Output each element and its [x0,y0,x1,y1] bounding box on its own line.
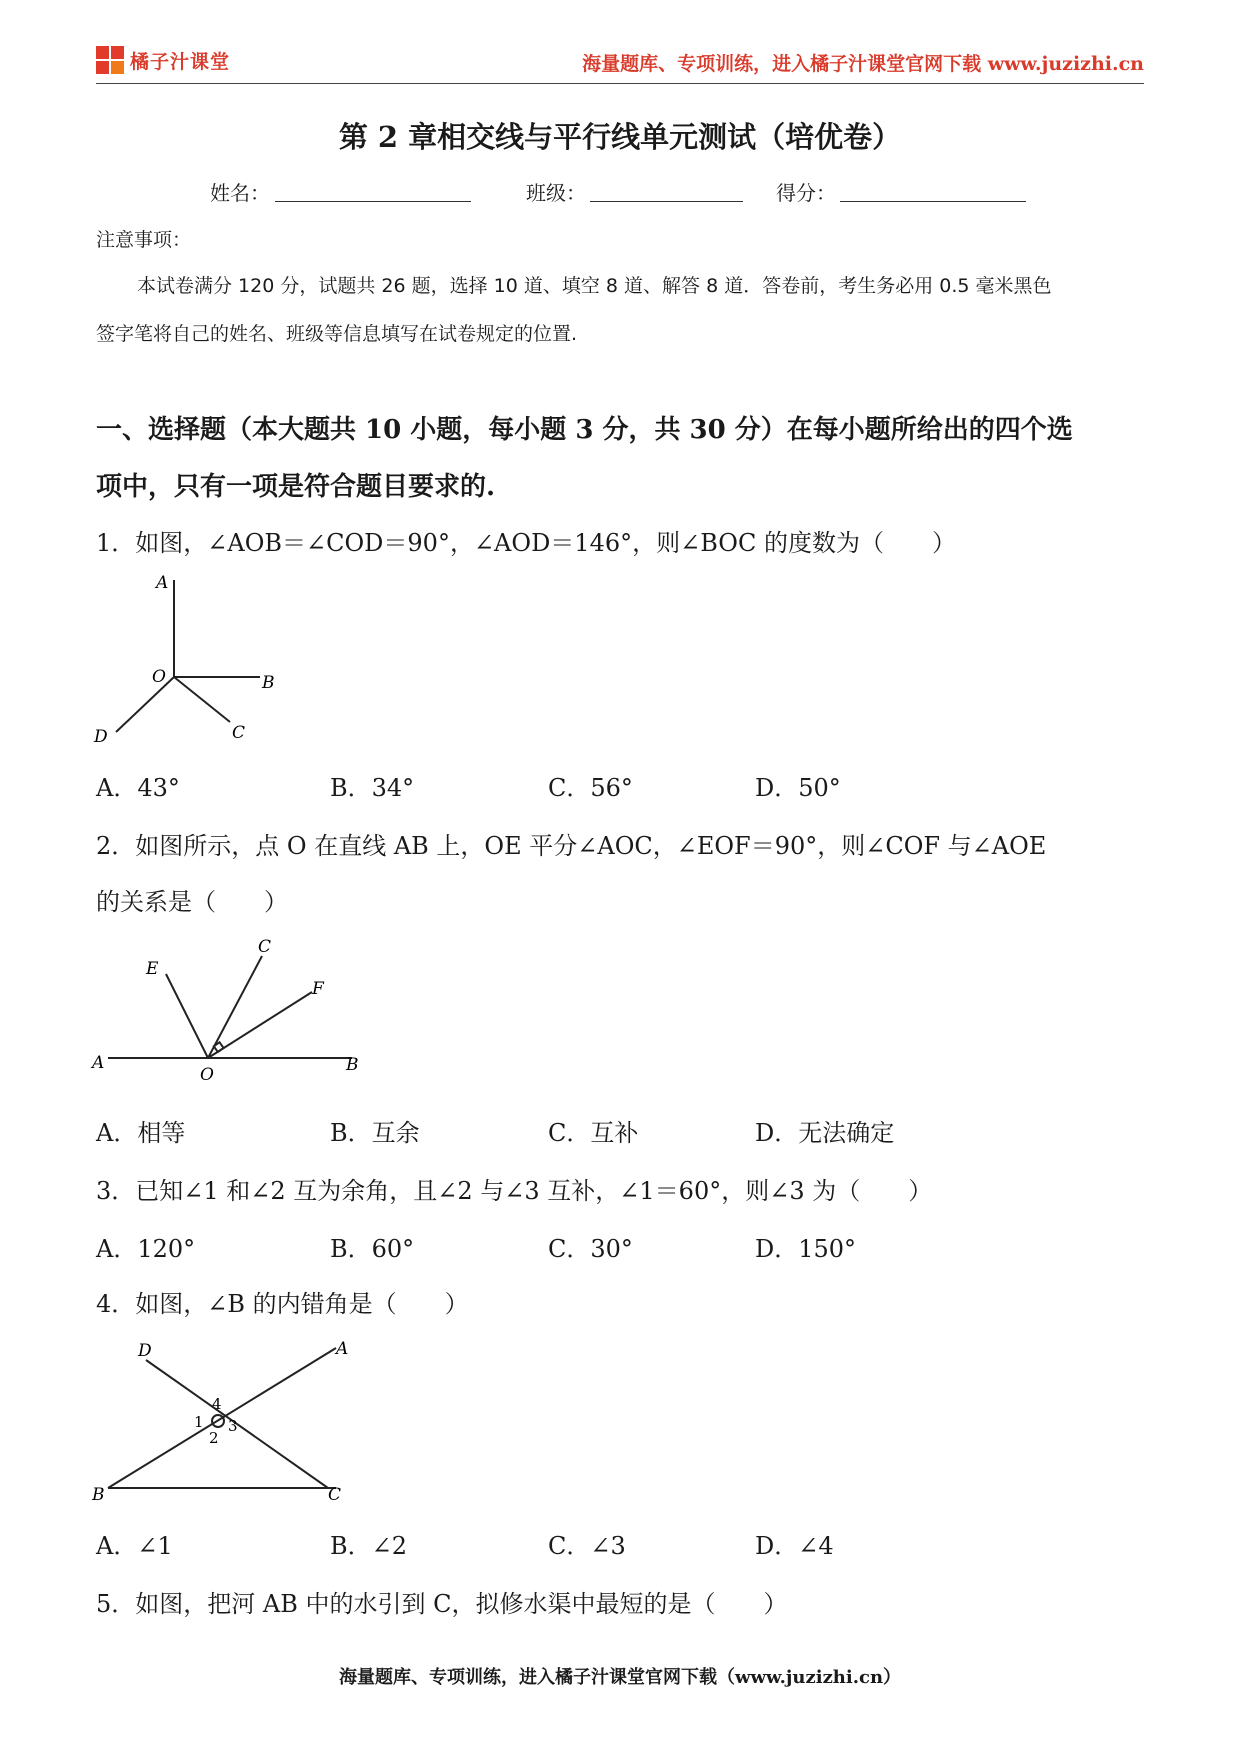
question-5-stem: 5．如图，把河 AB 中的水引到 C，拟修水渠中最短的是（ ） [96,1590,788,1618]
question-3-option-a[interactable]: A．120° [96,1235,196,1263]
fig1-label-a: A [156,573,169,593]
question-4-option-b[interactable]: B．∠2 [330,1532,408,1560]
question-3-option-d[interactable]: D．150° [755,1235,857,1263]
score-blank[interactable] [840,201,1026,202]
page-title: 第 2 章相交线与平行线单元测试（培优卷） [338,120,902,154]
question-2-option-d[interactable]: D．无法确定 [755,1119,895,1147]
section-heading-line-1: 一、选择题（本大题共 10 小题，每小题 3 分，共 30 分）在每小题所给出的四个选 [96,415,1073,445]
score-label: 得分： [776,181,836,205]
fig2-label-e: E [146,959,159,979]
question-1-option-b[interactable]: B．34° [330,774,415,802]
fig2-label-b: B [346,1055,359,1075]
class-label: 班级： [526,181,586,205]
question-3-option-c[interactable]: C．30° [548,1235,633,1263]
question-4-option-c[interactable]: C．∠3 [548,1532,626,1560]
fig4-label-1: 1 [194,1413,204,1431]
question-2-option-c[interactable]: C．互补 [548,1119,639,1147]
question-2-option-a[interactable]: A．相等 [96,1119,186,1147]
question-2-stem-line-1: 2．如图所示，点 O 在直线 AB 上，OE 平分∠AOC，∠EOF＝90°，则∠COF 与∠AOE [96,832,1047,860]
question-4-option-d[interactable]: D．∠4 [755,1532,834,1560]
footer-text[interactable]: 海量题库、专项训练，进入橘子汁课堂官网下载（www.juzizhi.cn） [338,1667,902,1688]
class-blank[interactable] [590,201,743,202]
question-4-stem: 4．如图，∠B 的内错角是（ ） [96,1290,469,1318]
fig4-label-d: D [138,1341,152,1361]
name-blank[interactable] [275,201,471,202]
section-heading-line-2: 项中，只有一项是符合题目要求的. [96,472,496,502]
fig2-label-f: F [312,979,324,999]
question-2-option-b[interactable]: B．互余 [330,1119,420,1147]
fig4-label-c: C [328,1485,342,1505]
question-1-option-c[interactable]: C．56° [548,774,633,802]
header-tagline[interactable]: 海量题库、专项训练，进入橘子汁课堂官网下载 www.juzizhi.cn [582,53,1144,75]
fig1-label-b: B [262,673,275,693]
name-label: 姓名： [210,181,270,205]
header-brand [96,46,230,74]
question-2-stem-line-2: 的关系是（ ） [96,888,288,916]
notes-line-2: 签字笔将自己的姓名、班级等信息填写在试卷规定的位置. [96,323,578,345]
question-4-option-a[interactable]: A．∠1 [96,1532,173,1560]
fig4-label-4: 4 [212,1395,222,1413]
brand-name: 橘子汁课堂 [130,50,231,73]
notes-line-1: 本试卷满分 120 分，试题共 26 题，选择 10 道、填空 8 道、解答 8 道．答卷前，考生务必用 0.5 毫米黑色 [137,275,1052,297]
fig4-label-b: B [92,1485,105,1505]
question-3-stem: 3．已知∠1 和∠2 互为余角，且∠2 与∠3 互补，∠1＝60°，则∠3 为（ ） [96,1177,933,1205]
fig2-label-o: O [200,1065,214,1085]
header-divider [96,83,1144,84]
fig4-label-2: 2 [209,1429,219,1447]
fig1-label-c: C [232,723,246,743]
question-3-option-b[interactable]: B．60° [330,1235,415,1263]
notes-heading: 注意事项： [96,229,192,251]
question-1-option-d[interactable]: D．50° [755,774,841,802]
fig4-label-3: 3 [228,1417,238,1435]
fig2-label-c: C [258,937,272,957]
question-1-stem: 1．如图，∠AOB＝∠COD＝90°，∠AOD＝146°，则∠BOC 的度数为（ ） [96,529,956,557]
question-2-figure [90,930,370,1090]
fig2-label-a: A [92,1053,105,1073]
question-1-figure [90,570,290,750]
logo-icon [96,46,124,74]
question-1-option-a[interactable]: A．43° [96,774,180,802]
fig1-label-o: O [152,667,166,687]
fig4-label-a: A [336,1339,349,1359]
fig1-label-d: D [94,727,108,747]
question-4-figure [90,1330,360,1520]
